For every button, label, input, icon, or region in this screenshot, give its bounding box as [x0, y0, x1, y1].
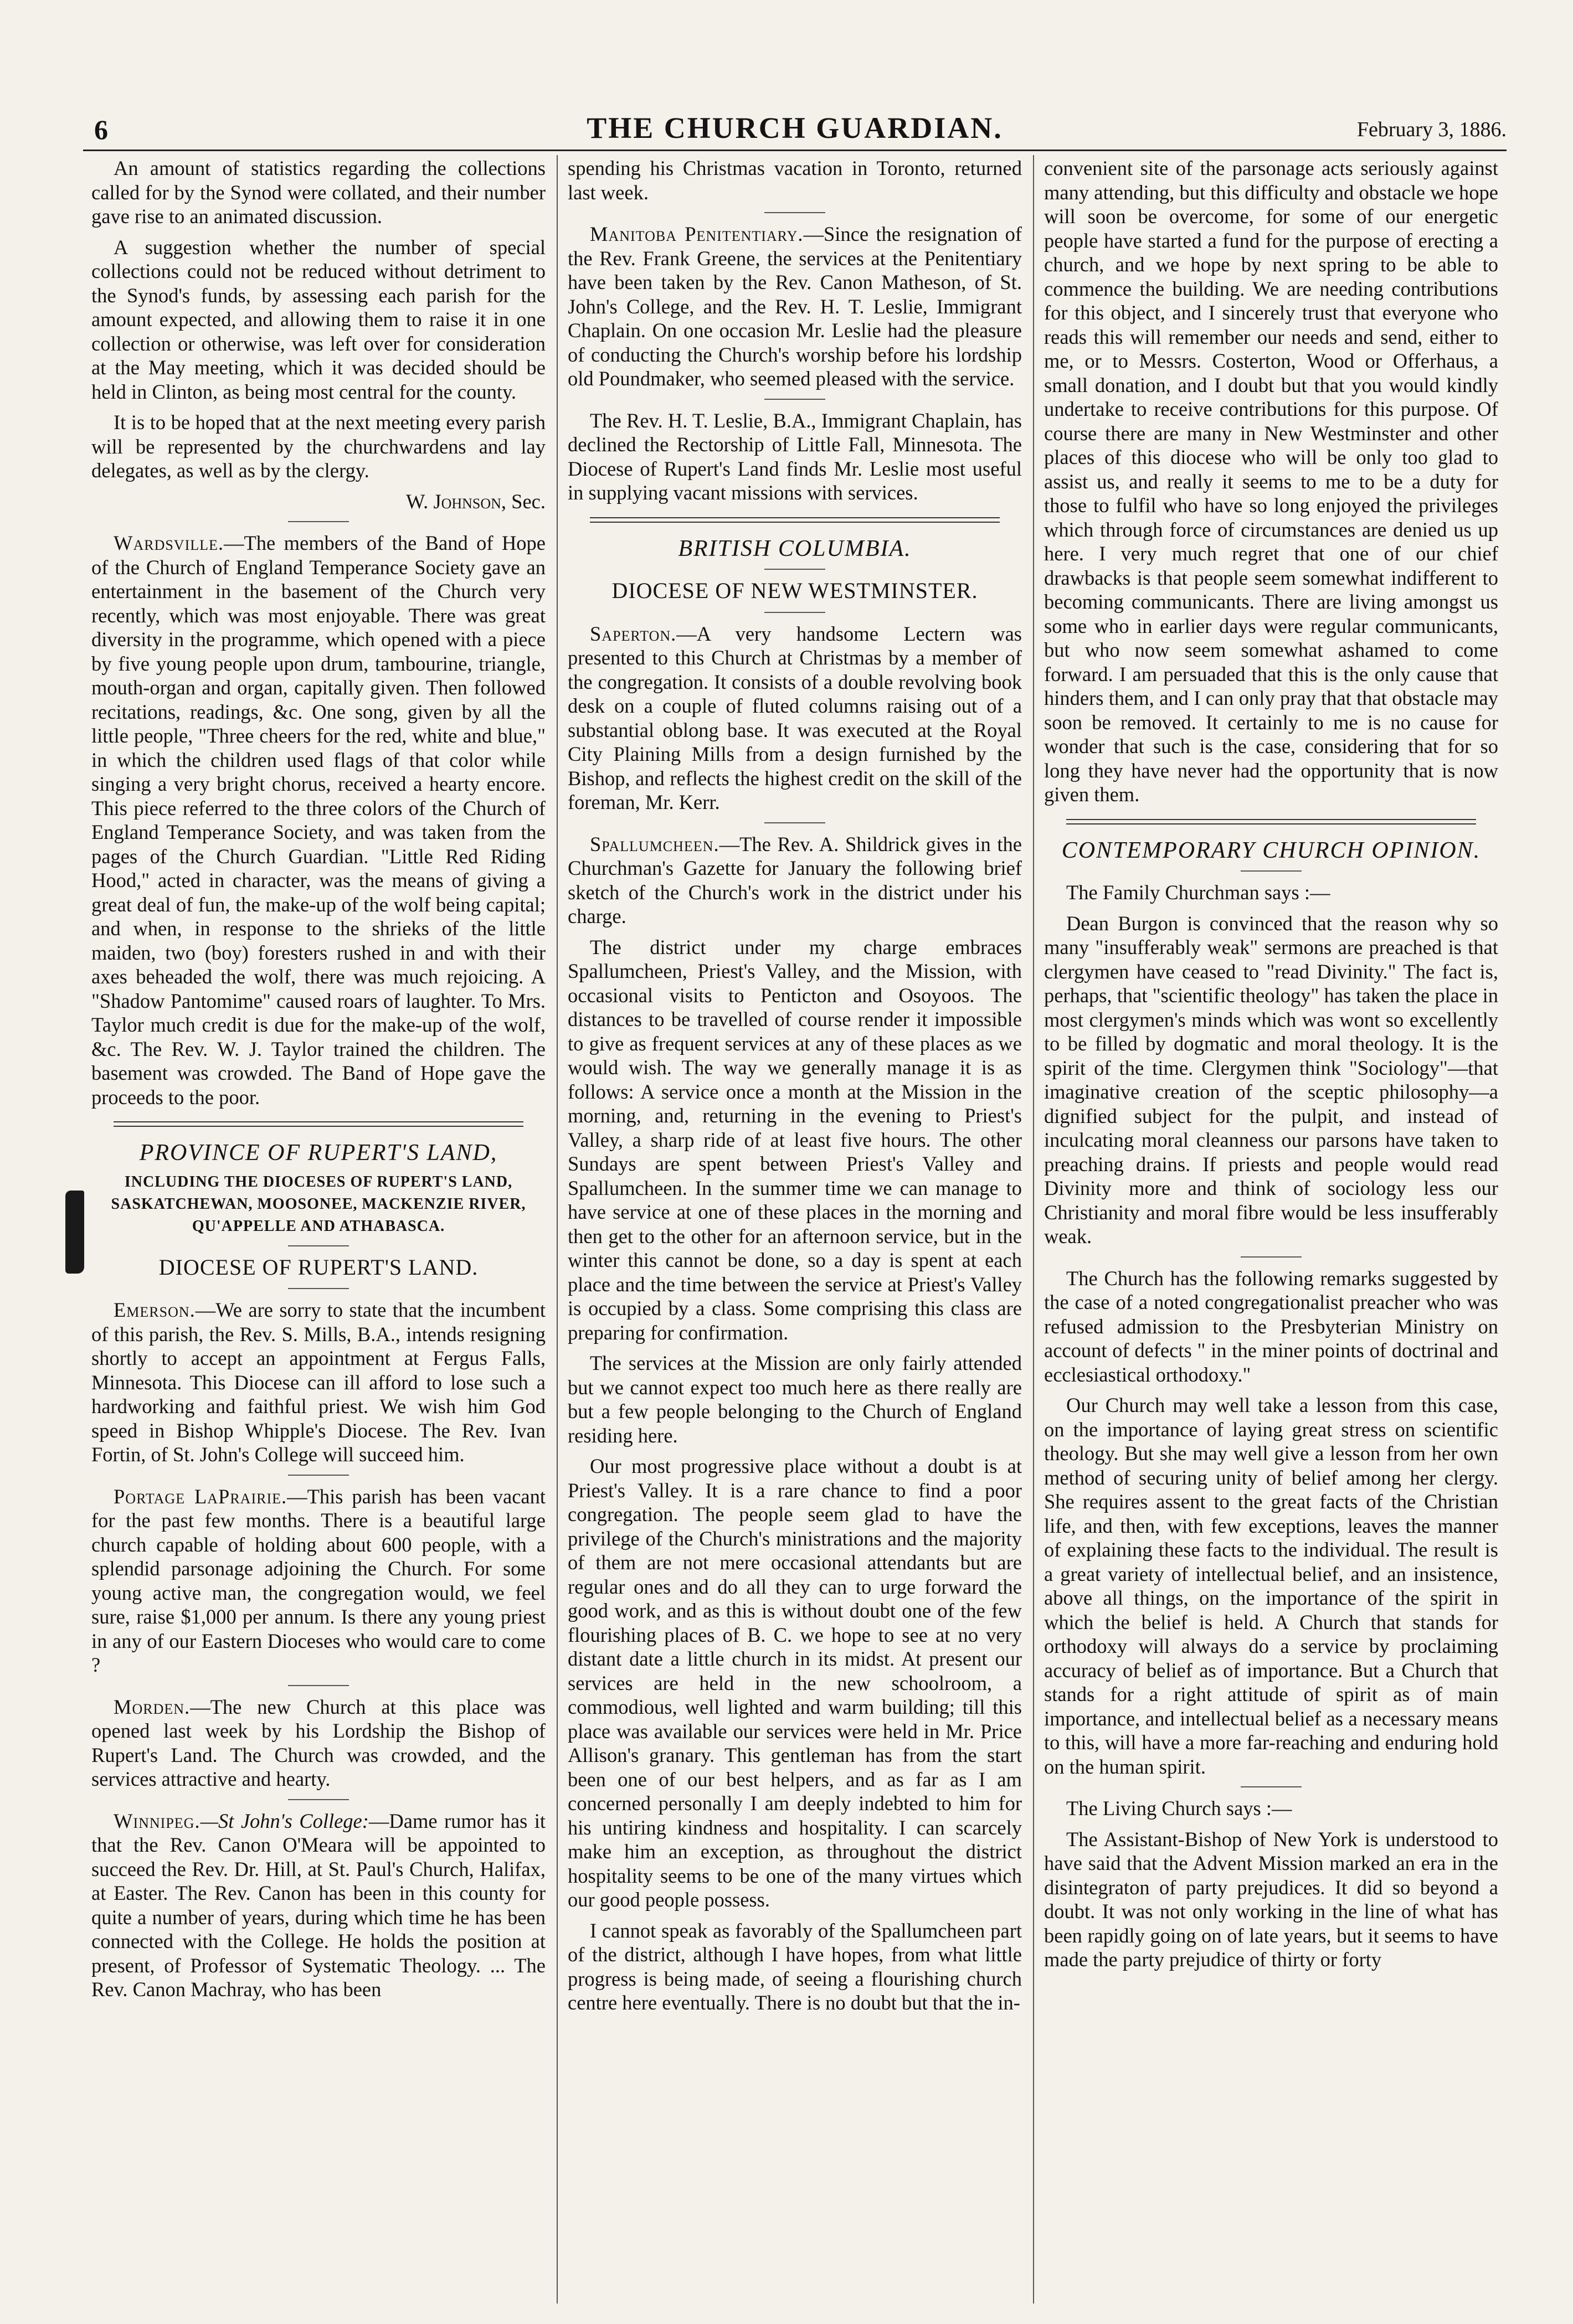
item-text: —The members of the Band of Hope of the Church of England Temperance Society gave an entertainment in the basement of the Church very recently, which was most enjoyable. There was great diversity in the programme, which opened with a piece by five young people upon drum, tambourine, triangle, mouth-organ and organ, capitally given. Then followed recitations, readings, &c. One song, given by all the little people, "Three cheers for the red, white and blue," in which the children used flags of that color while singing a very bright chorus, received a hearty encore. This piece referred to the three colors of the Church of England Temperance Society, and was taken from the pages of the Church Guardian. "Little Red Riding Hood," acted in character, was the means of giving a great deal of fun, the make-up of the wolf being capital; and when, in response to the shrieks of the little maiden, two (boy) foresters rushed in and with their axes beheaded the wolf, there was much rejoicing. A "Shadow Pantomime" caused roars of laughter. To Mrs. Taylor much credit is due for the make-up of the wolf, &c. The Rev. W. J. Taylor trained the children. The basement was crowded. The Band of Hope gave the proceeds to the poor. — [91, 532, 546, 1109]
column-1 — [91, 156, 546, 2305]
separator — [764, 399, 825, 400]
article-paragraph: The Rev. H. T. Leslie, B.A., Immigrant Chaplain, has declined the Rectorship of Little Fall, Minnesota. The Diocese of Rupert's Land finds Mr. Leslie most useful in supplying vacant missions with services. — [568, 409, 1022, 504]
separator — [1241, 870, 1302, 872]
item-text: —We are sorry to state that the incumbent of this parish, the Rev. S. Mills, B.A., intends resigning shortly to accept an appointment at Fergus Falls, Minnesota. This Diocese can ill afford to lose such a hardworking and faithful priest. We wish him God speed in Bishop Whipple's Diocese. The Rev. Ivan Fortin, of St. John's College will succeed him. — [91, 1298, 546, 1466]
placename: Morden. — [114, 1695, 191, 1718]
diocese-heading: DIOCESE OF RUPERT'S LAND. — [158, 1254, 479, 1280]
signature-title: Sec. — [511, 489, 546, 513]
separator — [288, 1475, 349, 1476]
article-paragraph: spending his Christmas vacation in Toronto, returned last week. — [568, 157, 1022, 204]
item-text: —The new Church at this place was opened last week by his Lordship the Bishop of Rupert's Land. The Church was crowded, and the services attractive and hearty. — [91, 1695, 546, 1790]
separator — [764, 822, 825, 823]
placename: Winnipeg. — [114, 1809, 201, 1832]
separator — [288, 1685, 349, 1686]
news-item-morden — [91, 1695, 546, 1791]
column-divider — [557, 155, 558, 2304]
item-subtitle: —St John's College: — [200, 1809, 369, 1832]
news-item-portage — [91, 1485, 546, 1677]
news-item-manitoba — [568, 222, 1022, 391]
news-item-sapperton — [568, 622, 1022, 815]
masthead-title: THE CHURCH GUARDIAN. — [587, 111, 1003, 145]
signature-name: W. Johnson, — [406, 489, 507, 513]
double-rule — [1066, 819, 1476, 825]
section-subheading: INCLUDING THE DIOCESES OF RUPERT'S LAND, SASKATCHEWAN, MOOSONEE, MACKENZIE RIVER, QU'APPELLE AND ATHABASCA. — [111, 1173, 526, 1235]
article-paragraph: The services at the Mission are only fairly attended but we cannot expect too much here as there really are but a few people belonging to the Church of England residing here. — [568, 1352, 1022, 1447]
separator — [1241, 1256, 1302, 1258]
article-paragraph: Dean Burgon is convinced that the reason why so many "insufferably weak" sermons are preached is that clergymen have ceased to "read Divinity." The fact is, perhaps, that "scientific theology" has taken the place in most clergymen's minds which was wont so excellently to be filled by dogmatic and moral theology. It is the spirit of the time. Clergymen think "Sociology"—that imaginative creation of the sceptic philosophy—a dignified subject for the pulpit, and instead of inculcating moral cleanness our parsons have taken to preaching drains. If priests and people would read Divinity more and think of sociology less our Christianity and moral fibre would be less insufferably weak. — [1044, 911, 1498, 1248]
separator — [288, 1799, 349, 1800]
separator — [764, 569, 825, 570]
article-paragraph: A suggestion whether the number of special collections could not be reduced without detriment to the Synod's funds, by assessing each parish for the amount expected, and allowing them to raise it in one collection or otherwise, was left over for consideration at the May meeting, which it was decided should be held in Clinton, as being most central for the county. — [91, 235, 546, 403]
news-item-wardsville — [91, 531, 546, 1109]
item-text: —A very handsome Lectern was presented to this Church at Christmas by a member of the congregation. It consists of a double revolving book desk on a couple of fluted columns raising out of a substantial oblong base. It was executed at the Royal City Plaining Mills from a design furnished by the Bishop, and reflects the highest credit on the skill of the foreman, Mr. Kerr. — [568, 622, 1022, 813]
column-divider — [1033, 155, 1034, 2304]
column-2 — [568, 156, 1022, 2305]
article-paragraph: An amount of statistics regarding the collections called for by the Synod were collated, and their number gave rise to an animated discussion. — [91, 157, 546, 228]
section-heading: CONTEMPORARY CHURCH OPINION. — [1061, 837, 1481, 863]
double-rule — [114, 1121, 523, 1127]
separator — [288, 1288, 349, 1289]
placename: Wardsville. — [114, 532, 224, 554]
article-paragraph: Our Church may well take a lesson from this case, on the importance of laying great stress on scientific theology. But she may well give a lesson from her own method of securing unity of belief among her clergy. She requires assent to the great facts of the Christian life, and then, with few exceptions, leaves the manner of explaining these facts to the individual. The result is a great variety of intellectual belief, and an insistence, above all things, on the importance of the spirit in which the belief is held. A Church that stands for orthodoxy will always do a service by proclaiming accuracy of belief as of importance. But a Church that stands for a right attitude of spirit as of main importance, and intellectual belief as a necessary means to this, will have a more far-reaching and enduring hold on the human spirit. — [1044, 1394, 1498, 1778]
placename: Portage LaPrairie. — [114, 1485, 287, 1508]
separator — [1241, 1786, 1302, 1787]
article-paragraph: The Assistant-Bishop of New York is understood to have said that the Advent Mission marked an era in the disintegraton of party prejudices. It did so beyond a doubt. It was not only working in the line of what has been rapidly going on of late years, but it seems to have made the party prejudice of thirty or forty — [1044, 1827, 1498, 1971]
article-paragraph: I cannot speak as favorably of the Spallumcheen part of the district, although I have hopes, from what little progress is being made, of seeing a flourishing church centre here eventually. There is no doubt but that the in- — [568, 1919, 1022, 2014]
article-paragraph: The district under my charge embraces Spallumcheen, Priest's Valley, and the Mission, with occasional visits to Penticton and Osoyoos. The distances to be travelled of course render it impossible to give as frequent services at any of these places as we would wish. The way we generally manage it is as follows: A service once a month at the Mission in the morning, and, returning in the evening to Priest's Valley, a sharp ride of at least five hours. The other Sundays are spent between Priest's Valley and Spallumcheen. In the summer time we can manage to have service at one of these places in the morning and then get to the other for an afternoon service, but in the winter this cannot be done, so a day is spent at each place and the time between the service at Priest's Valley is occupied by a class. Some comprising this class are preparing for confirmation. — [568, 935, 1022, 1344]
signature — [91, 489, 546, 514]
placename: Spallumcheen. — [590, 832, 719, 856]
header-rule — [83, 150, 1507, 151]
ink-blot — [65, 1191, 84, 1274]
item-text: —Since the resignation of the Rev. Frank Greene, the services at the Penitentiary have been taken by the Rev. Canon Matheson, of St. John's College, and the Rev. H. T. Leslie, Immigrant Chaplain. On one occasion Mr. Leslie had the pleasure of conducting the Church's worship before his lordship old Poundmaker, who seemed pleased with the service. — [568, 223, 1022, 390]
column-3 — [1044, 156, 1498, 2305]
item-text: —This parish has been vacant for the past few months. There is a beautiful large church capable of holding about 600 people, with a splendid parsonage adjoining the Church. For some young active man, the congregation would, we feel sure, raise $1,000 per annum. Is there any young priest in any of our Eastern Dioceses who would care to come ? — [91, 1485, 546, 1676]
article-paragraph: The Church has the following remarks suggested by the case of a noted congregationalist preacher who was refused admission to the Presbyterian Ministry on account of defects " in the miner points of doctrinal and ecclesiastical orthodoxy." — [1044, 1266, 1498, 1386]
separator — [288, 1245, 349, 1246]
issue-date: February 3, 1886. — [1356, 118, 1507, 141]
news-item-emerson — [91, 1298, 546, 1467]
source-line: The Living Church says :— — [1066, 1797, 1292, 1820]
section-heading: BRITISH COLUMBIA. — [678, 535, 912, 561]
news-item-winnipeg — [91, 1809, 546, 2002]
placename: Manitoba Penitentiary. — [590, 223, 804, 245]
separator — [764, 612, 825, 613]
news-item-spallumcheen — [568, 832, 1022, 929]
placename: Emerson. — [114, 1298, 196, 1321]
section-heading: PROVINCE OF RUPERT'S LAND, — [139, 1140, 498, 1166]
placename: Saperton. — [590, 622, 677, 645]
item-text: —Dame rumor has it that the Rev. Canon O'Meara will be appointed to succeed the Rev. Dr. Hill, at St. Paul's Church, Halifax, at Easter. The Rev. Canon has been in this county for quite a number of years, during which time he has been connected with the College. He holds the position at present, of Professor of Systematic Theology. ... The Rev. Canon Machray, who has been — [91, 1809, 546, 2001]
item-text: —The Rev. A. Shildrick gives in the Churchman's Gazette for January the following brief sketch of the Church's work in the district under his charge. — [568, 832, 1022, 927]
article-paragraph: convenient site of the parsonage acts seriously against many attending, but this difficulty and obstacle we hope will soon be overcome, for some of our energetic people have started a fund for the purpose of erecting a church, and we hope by next spring to be able to commence the building. We are needing contributions for this object, and I sincerely trust that everyone who reads this will remember our needs and send, either to me, or to Messrs. Costerton, Wood or Offerhaus, a small donation, and I doubt but that you would kindly undertake to receive contributions for this purpose. Of course there are many in New Westminster and other places of this diocese who will be only too glad to assist us, and really it seems to me to be a duty for those to fulfil who have so long enjoyed the privileges which through force of circumstances are denied us up here. I very much regret that one of our chief drawbacks is that people seem somewhat indifferent to becoming communicants. There are living amongst us some who in earlier days were regular communicants, but who now seem somewhat ashamed to come forward. I am persuaded that this is the only cause that hinders them, and I can only pray that that obstacle may soon be removed. It certainly to me is no cause for wonder that such is the case, considering that for so long they have never had the opportunity that is now given them. — [1044, 157, 1498, 806]
source-line: The Family Churchman says :— — [1066, 881, 1330, 904]
double-rule — [590, 517, 1000, 523]
separator — [764, 212, 825, 213]
separator — [288, 521, 349, 522]
article-paragraph: Our most progressive place without a doubt is at Priest's Valley. It is a rare chance to find a poor congregation. The people seem glad to have the privilege of the Church's ministrations and the majority of them are not mere occasional attendants but are regular ones and do all they can to urge forward the good work, and as this is without doubt one of the few flourishing places of B. C. we hope to see at no very distant date a little church in its midst. At present our services are held in the new schoolroom, a commodious, well lighted and warm building; till this place was available our services were held in Mr. Price Allison's granary. This gentleman has from the start been one of our best helpers, and as far as I am concerned personally I am deeply indebted to him for his untiring kindness and hospitality. I can scarcely make him an exception, as throughout the district hospitality seems to be one of the many virtues which our good people possess. — [568, 1455, 1022, 1911]
page-number: 6 — [94, 114, 108, 145]
diocese-heading: DIOCESE OF NEW WESTMINSTER. — [611, 578, 978, 603]
article-paragraph: It is to be hoped that at the next meeting every parish will be represented by the churchwardens and lay delegates, as well as by the clergy. — [91, 411, 546, 482]
page-header — [83, 111, 1507, 150]
